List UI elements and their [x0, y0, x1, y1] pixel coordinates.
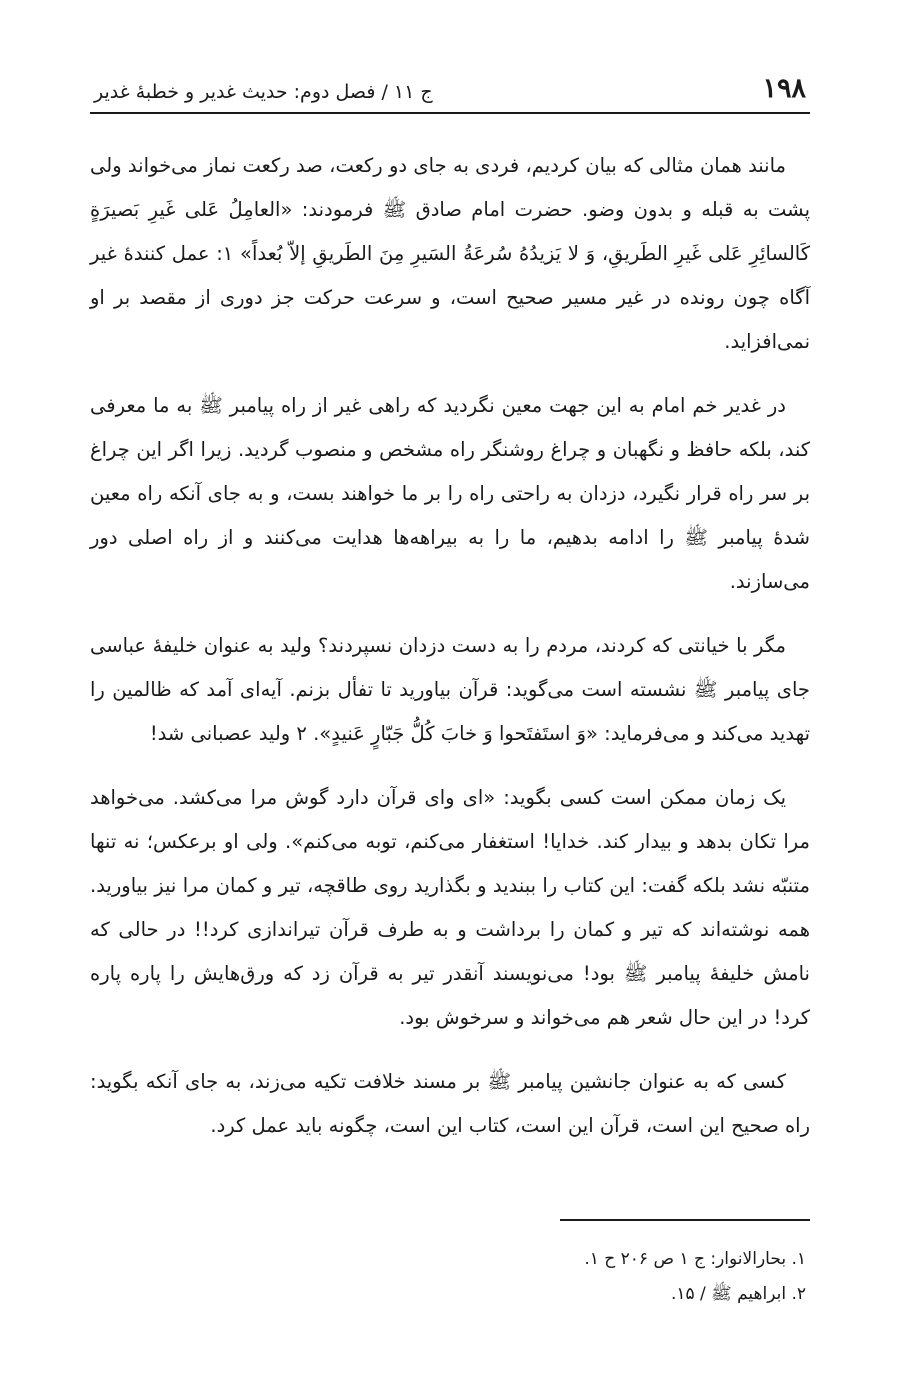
page-header	[90, 62, 810, 114]
book-page	[90, 62, 811, 1304]
footnote-2: ۲. ابراهیم ﷺ / ۱۵.	[670, 1284, 806, 1304]
footnotes	[90, 1242, 810, 1312]
running-head: ج ۱۱ / فصل دوم: حدیث غدیر و خطبهٔ غدیر	[94, 81, 433, 103]
page-number: ۱۹۸	[762, 73, 806, 104]
paragraph-3: مگر با خیانتی که کردند، مردم را به دست دزدان نسپردند؟ ولید به عنوان خلیفهٔ عباسی جای پیامبر ﷺ نشسته است می‌گوید: قرآن بیاورید تا تفأل بزنم. آیه‌ای آمد که ظالمین را تهدید می‌کند و می‌فرماید: «وَ استَفتَحوا وَ خابَ کُلُّ جَبّارٍ عَنیدٍ». ۲ ولید عصبانی شد!	[90, 634, 810, 745]
paragraph-5: کسی که به عنوان جانشین پیامبر ﷺ بر مسند خلافت تکیه می‌زند، به جای آنکه بگوید: راه صحیح این است، قرآن این است، کتاب این است، چگونه باید عمل کرد.	[90, 1070, 810, 1137]
paragraph-4: یک زمان ممکن است کسی بگوید: «ای وای قرآن دارد گوش مرا می‌کشد. می‌خواهد مرا تکان بدهد و بیدار کند. خدایا! استغفار می‌کنم، توبه می‌کنم». ولی او برعکس؛ نه تنها متنبّه نشد بلکه گفت: این کتاب را ببندید و بگذارید روی طاقچه، تیر و کمان مرا نیز بیاورید. همه نوشته‌اند که تیر و کمان را برداشت و به طرف قرآن تیراندازی کرد!! در حالی که نامش خلیفهٔ پیامبر ﷺ بود! می‌نویسند آنقدر تیر به قرآن زد که ورق‌هایش را پاره پاره کرد! در این حال شعر هم می‌خواند و سرخوش بود.	[90, 786, 810, 1029]
paragraph-2: در غدیر خم امام به این جهت معین نگردید که راهی غیر از راه پیامبر ﷺ به ما معرفی کند، بلکه حافظ و نگهبان و چراغ روشنگر راه مشخص و منصوب گردید. زیرا اگر این چراغ بر سر راه قرار نگیرد، دزدان به راحتی راه را بر ما خواهند بست، و به جای آنکه راه معین شدهٔ پیامبر ﷺ را ادامه بدهیم، ما را به بیراهه‌ها هدایت می‌کنند و از راه اصلی دور می‌سازند.	[90, 394, 810, 593]
footnote-1: ۱. بحارالانوار: ج ۱ ص ۲۰۶ ح ۱.	[584, 1249, 806, 1269]
body-text	[90, 144, 810, 1148]
footnote-divider	[560, 1219, 810, 1221]
paragraph-1: مانند همان مثالی که بیان کردیم، فردی به جای دو رکعت، صد رکعت نماز می‌خواند ولی پشت به قبله و بدون وضو. حضرت امام صادق ﷺ فرمودند: «العامِلُ عَلی غَیرِ بَصیرَةٍ کَالسائِرِ عَلی غَیرِ الطَریقِ، وَ لا یَزیدُهُ سُرعَةُ السَیرِ مِنَ الطَریقِ إلاّ بُعداً» ۱: عمل کنندهٔ غیر آگاه چون رونده در غیر مسیر صحیح است، و سرعت حرکت جز دوری از مقصد بر او نمی‌افزاید.	[90, 154, 811, 353]
